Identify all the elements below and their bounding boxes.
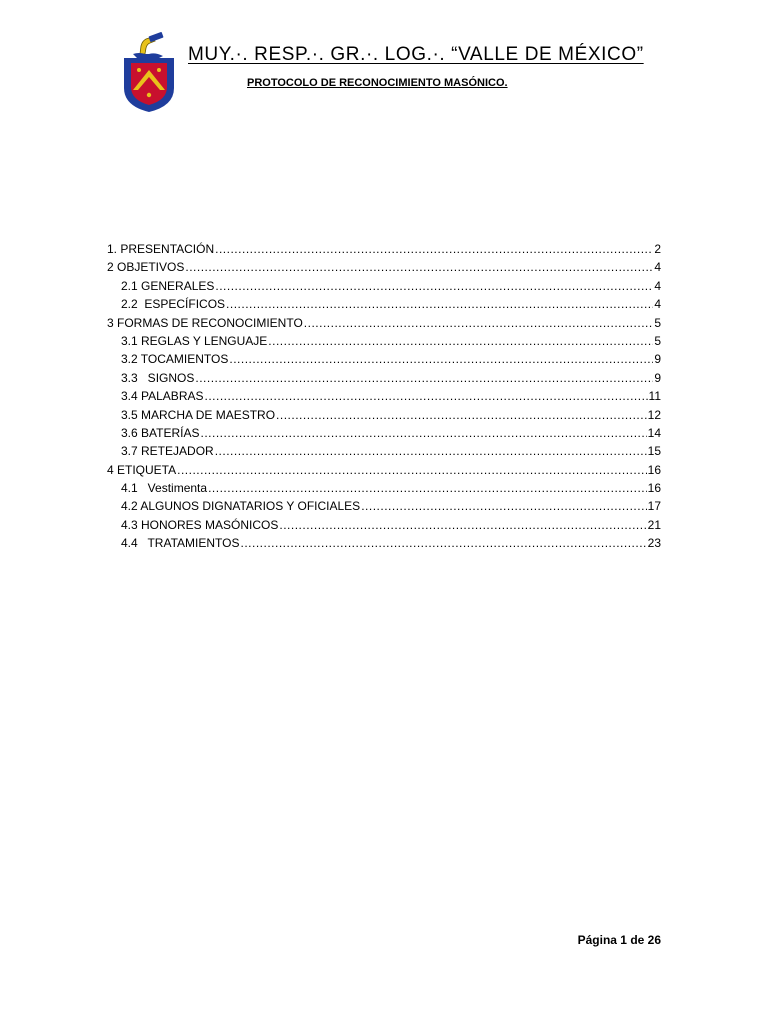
lodge-shield-logo-icon [119, 32, 179, 114]
toc-dot-leader [226, 297, 653, 311]
toc-entry[interactable] [107, 297, 661, 315]
toc-dot-leader [229, 352, 653, 366]
toc-entry-title: 3 FORMAS DE RECONOCIMIENTO [107, 315, 303, 330]
toc-entry-page: 11 [648, 389, 661, 404]
toc-entry-page: 9 [654, 352, 661, 367]
toc-entry-title: 3.2 TOCAMIENTOS [121, 352, 229, 367]
toc-entry[interactable] [107, 371, 661, 389]
toc-entry[interactable] [107, 260, 661, 278]
toc-dot-leader [195, 371, 653, 385]
toc-entry-title: 3.3 SIGNOS [121, 370, 195, 385]
toc-entry-page: 16 [647, 481, 661, 496]
toc-entry-title: 4.2 ALGUNOS DIGNATARIOS Y OFICIALES [121, 499, 361, 514]
toc-entry-page: 16 [647, 462, 661, 477]
toc-dot-leader [279, 518, 646, 532]
toc-entry-title: 2.2 ESPECÍFICOS [121, 297, 226, 312]
page-number-footer: Página 1 de 26 [577, 933, 661, 947]
toc-entry-page: 14 [647, 425, 661, 440]
toc-entry-title: 4.1 Vestimenta [121, 481, 208, 496]
toc-entry[interactable] [107, 279, 661, 297]
toc-entry-page: 4 [654, 278, 661, 293]
toc-entry[interactable] [107, 408, 661, 426]
toc-dot-leader [205, 389, 648, 403]
toc-entry-title: 1. PRESENTACIÓN [107, 242, 215, 256]
toc-entry-title: 2.1 GENERALES [121, 278, 215, 293]
organization-title: MUY.·. RESP.·. GR.·. LOG.·. “VALLE DE MÉXICO” [188, 44, 644, 65]
toc-dot-leader [268, 334, 653, 348]
toc-entry-title: 3.7 RETEJADOR [121, 444, 214, 459]
toc-entry-page: 2 [654, 242, 661, 256]
toc-dot-leader [177, 463, 647, 477]
toc-entry-title: 3.1 REGLAS Y LENGUAJE [121, 333, 268, 348]
toc-entry-title: 3.6 BATERÍAS [121, 425, 200, 440]
toc-entry[interactable] [107, 426, 661, 444]
toc-entry[interactable] [107, 334, 661, 352]
toc-entry[interactable] [107, 536, 661, 554]
toc-entry-page: 5 [654, 315, 661, 330]
table-of-contents [107, 242, 661, 555]
toc-entry-title: 3.5 MARCHA DE MAESTRO [121, 407, 276, 422]
toc-entry-title: 4.3 HONORES MASÓNICOS [121, 517, 279, 532]
toc-entry-page: 23 [647, 536, 661, 551]
toc-dot-leader [304, 316, 654, 330]
toc-entry-page: 15 [647, 444, 661, 459]
toc-entry[interactable] [107, 352, 661, 370]
toc-dot-leader [215, 279, 653, 293]
toc-entry-page: 4 [654, 297, 661, 312]
toc-entry[interactable] [107, 481, 661, 499]
toc-entry-page: 12 [647, 407, 661, 422]
toc-entry-title: 2 OBJETIVOS [107, 260, 185, 275]
toc-entry[interactable] [107, 389, 661, 407]
toc-entry-page: 9 [654, 370, 661, 385]
toc-dot-leader [185, 260, 653, 274]
toc-entry[interactable] [107, 518, 661, 536]
toc-dot-leader [208, 481, 647, 495]
toc-entry-title: 4 ETIQUETA [107, 462, 177, 477]
toc-dot-leader [215, 242, 653, 256]
toc-entry[interactable] [107, 444, 661, 462]
toc-dot-leader [215, 444, 647, 458]
toc-dot-leader [240, 536, 646, 550]
toc-dot-leader [200, 426, 646, 440]
toc-entry-page: 4 [654, 260, 661, 275]
document-subtitle: PROTOCOLO DE RECONOCIMIENTO MASÓNICO. [247, 77, 508, 89]
toc-dot-leader [276, 408, 647, 422]
toc-entry[interactable] [107, 242, 661, 260]
toc-entry-page: 21 [647, 517, 661, 532]
toc-dot-leader [361, 499, 646, 513]
toc-entry[interactable] [107, 499, 661, 517]
toc-entry[interactable] [107, 463, 661, 481]
toc-entry-page: 17 [647, 499, 661, 514]
toc-entry-title: 4.4 TRATAMIENTOS [121, 536, 240, 551]
toc-entry-title: 3.4 PALABRAS [121, 389, 204, 404]
toc-entry-page: 5 [654, 333, 661, 348]
toc-entry[interactable] [107, 316, 661, 334]
